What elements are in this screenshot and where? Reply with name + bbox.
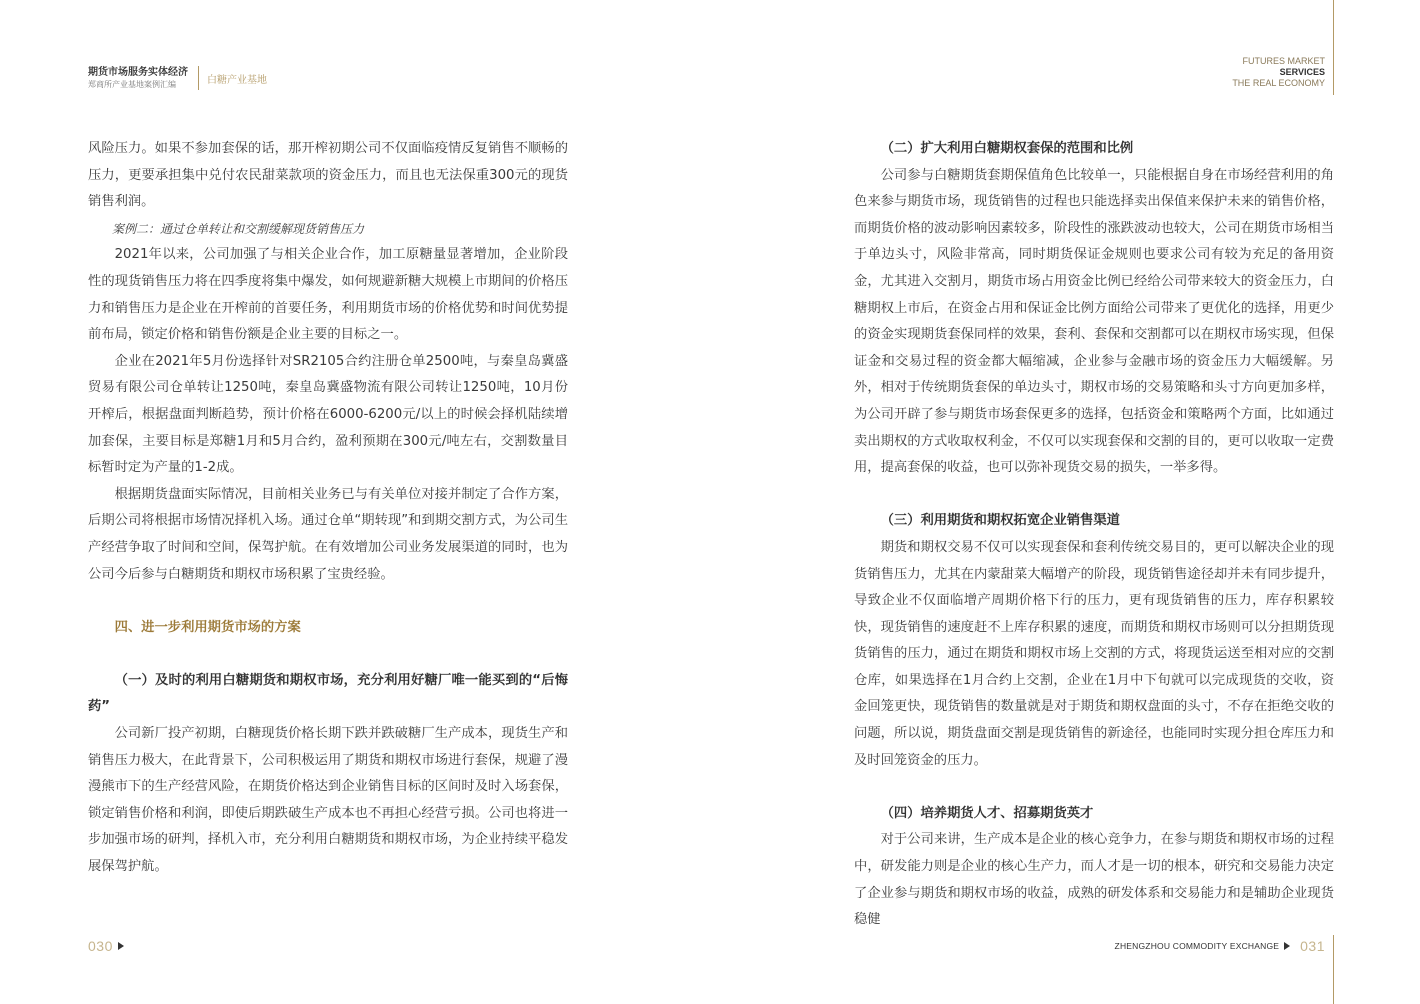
triangle-right-icon bbox=[118, 942, 124, 950]
exchange-name: ZHENGZHOU COMMODITY EXCHANGE bbox=[1114, 941, 1280, 951]
spacer bbox=[88, 588, 568, 615]
left-page-number: 030 bbox=[88, 938, 113, 954]
right-page-footer bbox=[1115, 938, 1325, 954]
triangle-right-icon bbox=[1284, 942, 1290, 950]
header-book-title: 期货市场服务实体经济 bbox=[88, 67, 188, 78]
spacer bbox=[854, 774, 1334, 801]
header-en-line2: SERVICES bbox=[1279, 67, 1325, 77]
left-page-header bbox=[88, 66, 267, 90]
paragraph-cooperation-plan: 根据期货盘面实际情况，目前相关业务已与有关单位对接并制定了合作方案，后期公司将根据市场情况择机入场。通过仓单“期转现”和到期交割方式，为公司生产经营争取了时间和空间，保驾护航。在有效增加公司业务发展渠道的同时，也为公司今后参与白糖期货和期权市场积累了宝贵经验。 bbox=[88, 486, 568, 582]
left-page-footer bbox=[88, 938, 124, 954]
paragraph-risk-pressure: 风险压力。如果不参加套保的话，那开榨初期公司不仅面临疫情反复销售不顺畅的压力，更要承担集中兑付农民甜菜款项的资金压力，而且也无法保重300元的现货销售利润。 bbox=[88, 141, 568, 210]
subsection-three-heading: （三）利用期货和期权拓宽企业销售渠道 bbox=[880, 513, 1120, 529]
paragraph-warrant-transfer: 企业在2021年5月份选择针对SR2105合约注册仓单2500吨，与秦皇岛冀盛贸易有限公司仓单转让1250吨，秦皇岛冀盛物流有限公司转让1250吨，10月份开榨后，根据盘面判断趋势，预计价格在6000-6200元/以上的时候会择机陆续增加套保，主要目标是郑糖1月和5月合约，盈利预期在300元/吨左右，交割数量目标暂时定为产量的1-2成。 bbox=[88, 353, 568, 476]
subsection-two-heading: （二）扩大利用白糖期权套保的范围和比例 bbox=[880, 141, 1134, 156]
spacer bbox=[88, 641, 568, 668]
paragraph-new-plant: 公司新厂投产初期，白糖现货价格长期下跌并跌破糖厂生产成本，现货生产和销售压力极大，在此背景下，公司积极运用了期货和期权市场进行套保，规避了漫漫熊市下的生产经营风险，在期货价格达到企业销售目标的区间时及时入场套保，锁定销售价格和利润，即使后期跌破生产成本也不再担心经营亏损。公司也将进一步加强市场的研判，择机入市，充分利用白糖期货和期权市场，为企业持续平稳发展保驾护航。 bbox=[88, 726, 568, 875]
subsection-four-heading: （四）培养期货人才、招募期货英才 bbox=[880, 805, 1094, 821]
right-page-number: 031 bbox=[1300, 938, 1325, 954]
right-page bbox=[710, 0, 1420, 1004]
paragraph-sales-channels: 期货和期权交易不仅可以实现套保和套利传统交易目的，更可以解决企业的现货销售压力，尤其在内蒙甜菜大幅增产的阶段，现货销售途径却并未有同步提升，导致企业不仅面临增产周期价格下行的压力，更有现货销售的压力，库存积累较快，现货销售的速度赶不上库存积累的速度，而期货和期权市场则可以分担期货现货销售的压力，通过在期货和期权市场上交割的方式，将现货运送至相对应的交割仓库，如果选择在1月合约上交割，企业在1月中下旬就可以完成现货的交收，资金回笼更快，现货销售的数量就是对于期货和期权盘面的头寸，不存在拒绝交收的问题，所以说，期货盘面交割是现货销售的新途径，也能同时实现分担仓库压力和及时回笼资金的压力。 bbox=[854, 539, 1334, 768]
right-page-header bbox=[1232, 56, 1325, 89]
subsection-one-heading: （一）及时的利用白糖期货和期权市场，充分利用好糖厂唯一能买到的“后悔药” bbox=[88, 672, 568, 715]
header-titles bbox=[88, 66, 196, 90]
header-divider bbox=[198, 66, 199, 90]
header-en-line1: FUTURES MARKET bbox=[1242, 56, 1325, 66]
section-four-heading: 四、进一步利用期货市场的方案 bbox=[114, 619, 301, 635]
footer-gold-rule bbox=[1333, 935, 1334, 1004]
header-gold-rule bbox=[1333, 0, 1334, 95]
header-en-line3: THE REAL ECONOMY bbox=[1232, 78, 1325, 88]
paragraph-talent: 对于公司来讲，生产成本是企业的核心竞争力，在参与期货和期权市场的过程中，研发能力则是企业的核心生产力，而人才是一切的根本，研究和交易能力决定了企业参与期货和期权市场的收益，成熟的研发体系和交易能力和是辅助企业现货稳健 bbox=[854, 832, 1334, 928]
paragraph-2021-cooperation: 2021年以来，公司加强了与相关企业合作，加工原糖量显著增加，企业阶段性的现货销售压力将在四季度将集中爆发，如何规避新糖大规模上市期间的价格压力和销售压力是企业在开榨前的首要任务，利用期货市场的价格优势和时间优势提前布局，锁定价格和销售份额是企业主要的目标之一。 bbox=[88, 247, 568, 343]
right-text-column bbox=[854, 136, 1334, 934]
spacer bbox=[854, 482, 1334, 509]
case-two-title: 案例二：通过仓单转让和交割缓解现货销售压力 bbox=[112, 221, 365, 236]
left-text-column bbox=[88, 136, 568, 881]
paragraph-options-hedging: 公司参与白糖期货套期保值角色比较单一，只能根据自身在市场经营利用的角色来参与期货市场，现货销售的过程也只能选择卖出保值来保护未来的销售价格，而期货价格的波动影响因素较多，阶段性的涨跌波动也较大，公司在期货市场相当于单边头寸，风险非常高，同时期货保证金规则也要求公司有较为充足的备用资金，尤其进入交割月，期货市场占用资金比例已经给公司带来较大的资金压力，白糖期权上市后，在资金占用和保证金比例方面给公司带来了更优化的选择，用更少的资金实现期货套保同样的效果，套利、套保和交割都可以在期权市场实现，但保证金和交易过程的资金都大幅缩减，企业参与金融市场的资金压力大幅缓解。另外，相对于传统期货套保的单边头寸，期权市场的交易策略和头寸方向更加多样，为公司开辟了参与期货市场套保更多的选择，包括资金和策略两个方面，比如通过卖出期权的方式收取权利金，不仅可以实现套保和交割的目的，更可以收取一定费用，提高套保的收益，也可以弥补现货交易的损失，一举多得。 bbox=[854, 167, 1334, 476]
header-book-subtitle: 郑商所产业基地案例汇编 bbox=[88, 80, 176, 89]
header-section-name: 白糖产业基地 bbox=[207, 74, 267, 86]
